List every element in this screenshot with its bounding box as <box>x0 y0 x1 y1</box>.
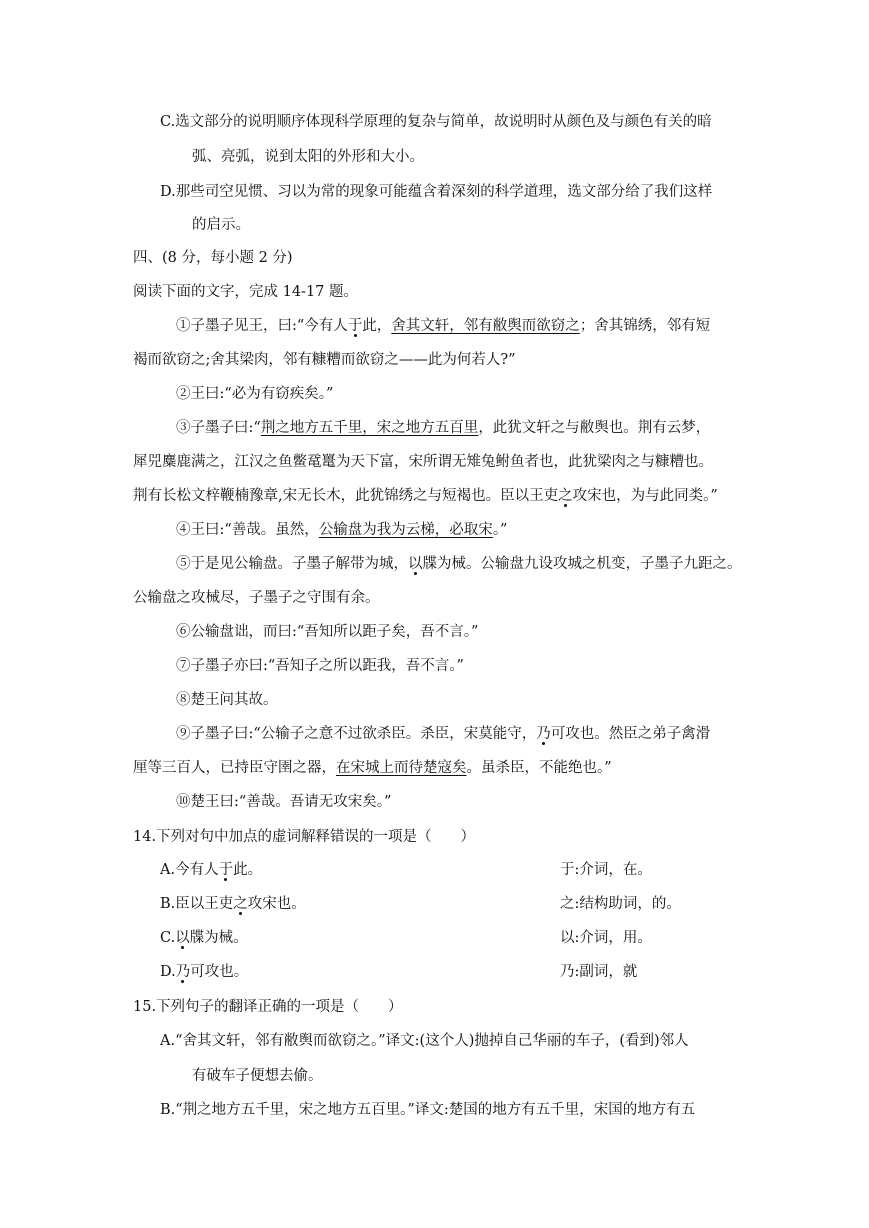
q15-option-b-line1: B.“荆之地方五千里，宋之地方五百里。”译文:楚国的地方有五千里，宋国的地方有五 <box>160 1102 696 1118</box>
q13-option-d-line2: 的启示。 <box>192 217 250 233</box>
passage-p3-line3: 荆有长松文梓鞭楠豫章,宋无长木，此犹锦绣之与短褐也。臣以王吏之攻宋也，为与此同类。” <box>133 488 718 504</box>
emphasis-dot-char: 之 <box>233 896 248 912</box>
emphasis-dot-char: 乃 <box>175 964 191 980</box>
q15-option-a-line2: 有破车子便想去偷。 <box>192 1068 323 1084</box>
q14-stem: 14.下列对句中加点的虚词解释错误的一项是（ ） <box>133 829 476 845</box>
emphasis-dot-char: 乃 <box>536 726 551 742</box>
passage-p3-line2: 犀兕麋鹿满之，江汉之鱼鳖鼋鼍为天下富，宋所谓无雉兔鲋鱼者也，此犹梁肉之与糠糟也。 <box>133 454 713 470</box>
q14-option-b-explanation: 之:结构助词，的。 <box>560 896 681 912</box>
underlined-phrase: 在宋城上而待楚寇矣 <box>336 760 467 776</box>
passage-p5-line1: ⑤于是见公输盘。子墨子解带为城，以牒为械。公输盘九设攻城之机变，子墨子九距之。 <box>176 556 742 572</box>
passage-p1-line2: 褐而欲窃之;舍其梁肉，邻有糠糟而欲窃之——此为何若人?” <box>133 352 516 368</box>
q14-option-d-explanation: 乃:副词，就 <box>560 964 638 980</box>
passage-p9-line1: ⑨子墨子曰:“公输子之意不过欲杀臣。杀臣，宋莫能守，乃可攻也。然臣之弟子禽滑 <box>176 726 711 742</box>
section-instruction: 阅读下面的文字，完成 14-17 题。 <box>133 284 359 300</box>
underlined-phrase: 公输盘为我为云梯，必取宋 <box>318 522 493 538</box>
passage-p9-line2: 厘等三百人，已持臣守圉之器，在宋城上而待楚寇矣。虽杀臣，不能绝也。” <box>133 760 612 776</box>
passage-p7: ⑦子墨子亦曰:“吾知子之所以距我，吾不言。” <box>176 658 464 674</box>
emphasis-dot-char: 于 <box>218 862 234 878</box>
q13-option-c-line2: 弧、亮弧，说到太阳的外形和大小。 <box>192 149 424 165</box>
emphasis-dot-char: 之 <box>558 488 573 504</box>
q14-option-a-explanation: 于:介词，在。 <box>560 862 652 878</box>
q14-option-c: C.以牒为械。 以:介词，用。 <box>160 926 248 950</box>
passage-p2: ②王曰:“必为有窃疾矣。” <box>176 386 334 402</box>
passage-p10: ⑩楚王曰:“善哉。吾请无攻宋矣。” <box>176 794 392 810</box>
emphasis-dot-char: 于 <box>347 318 363 334</box>
section-header: 四、(8 分，每小题 2 分) <box>133 250 293 266</box>
passage-p4: ④王曰:“善哉。虽然，公输盘为我为云梯，必取宋。” <box>176 522 508 538</box>
emphasis-dot-char: 以 <box>408 556 423 572</box>
q14-option-c-explanation: 以:介词，用。 <box>560 930 652 946</box>
passage-p3-line1: ③子墨子曰:“荆之地方五千里，宋之地方五百里，此犹文轩之与敝舆也。荆有云梦， <box>176 420 711 436</box>
passage-p1-line1: ①子墨子见王，曰:“今有人于此，舍其文轩，邻有敝舆而欲窃之；舍其锦绣，邻有短 <box>176 318 711 334</box>
q14-option-a: A.今有人于此。 于:介词，在。 <box>160 858 262 882</box>
q15-option-a-line1: A.“舍其文轩，邻有敝舆而欲窃之。”译文:(这个人)抛掉自己华丽的车子，(看到)邻人 <box>160 1033 689 1049</box>
emphasis-dot-char: 以 <box>175 930 190 946</box>
passage-p8: ⑧楚王问其故。 <box>176 692 278 708</box>
q13-option-c-line1: C.选文部分的说明顺序体现科学原理的复杂与简单，故说明时从颜色及与颜色有关的暗 <box>160 114 712 130</box>
q13-option-d-line1: D.那些司空见惯、习以为常的现象可能蕴含着深刻的科学道理，选文部分给了我们这样 <box>160 184 713 200</box>
underlined-phrase: 荆之地方五千里，宋之地方五百里 <box>260 420 479 436</box>
q15-stem: 15.下列句子的翻译正确的一项是（ ） <box>133 999 403 1015</box>
underlined-phrase: 舍其文轩，邻有敝舆而欲窃之 <box>391 318 580 334</box>
passage-p5-line2: 公输盘之攻械尽，子墨子之守围有余。 <box>133 590 380 606</box>
passage-p6: ⑥公输盘诎，而曰:“吾知所以距子矣，吾不言。” <box>176 624 479 640</box>
q14-option-d: D.乃可攻也。 乃:副词，就 <box>160 960 248 984</box>
q14-option-b: B.臣以王吏之攻宋也。 之:结构助词，的。 <box>160 892 306 916</box>
